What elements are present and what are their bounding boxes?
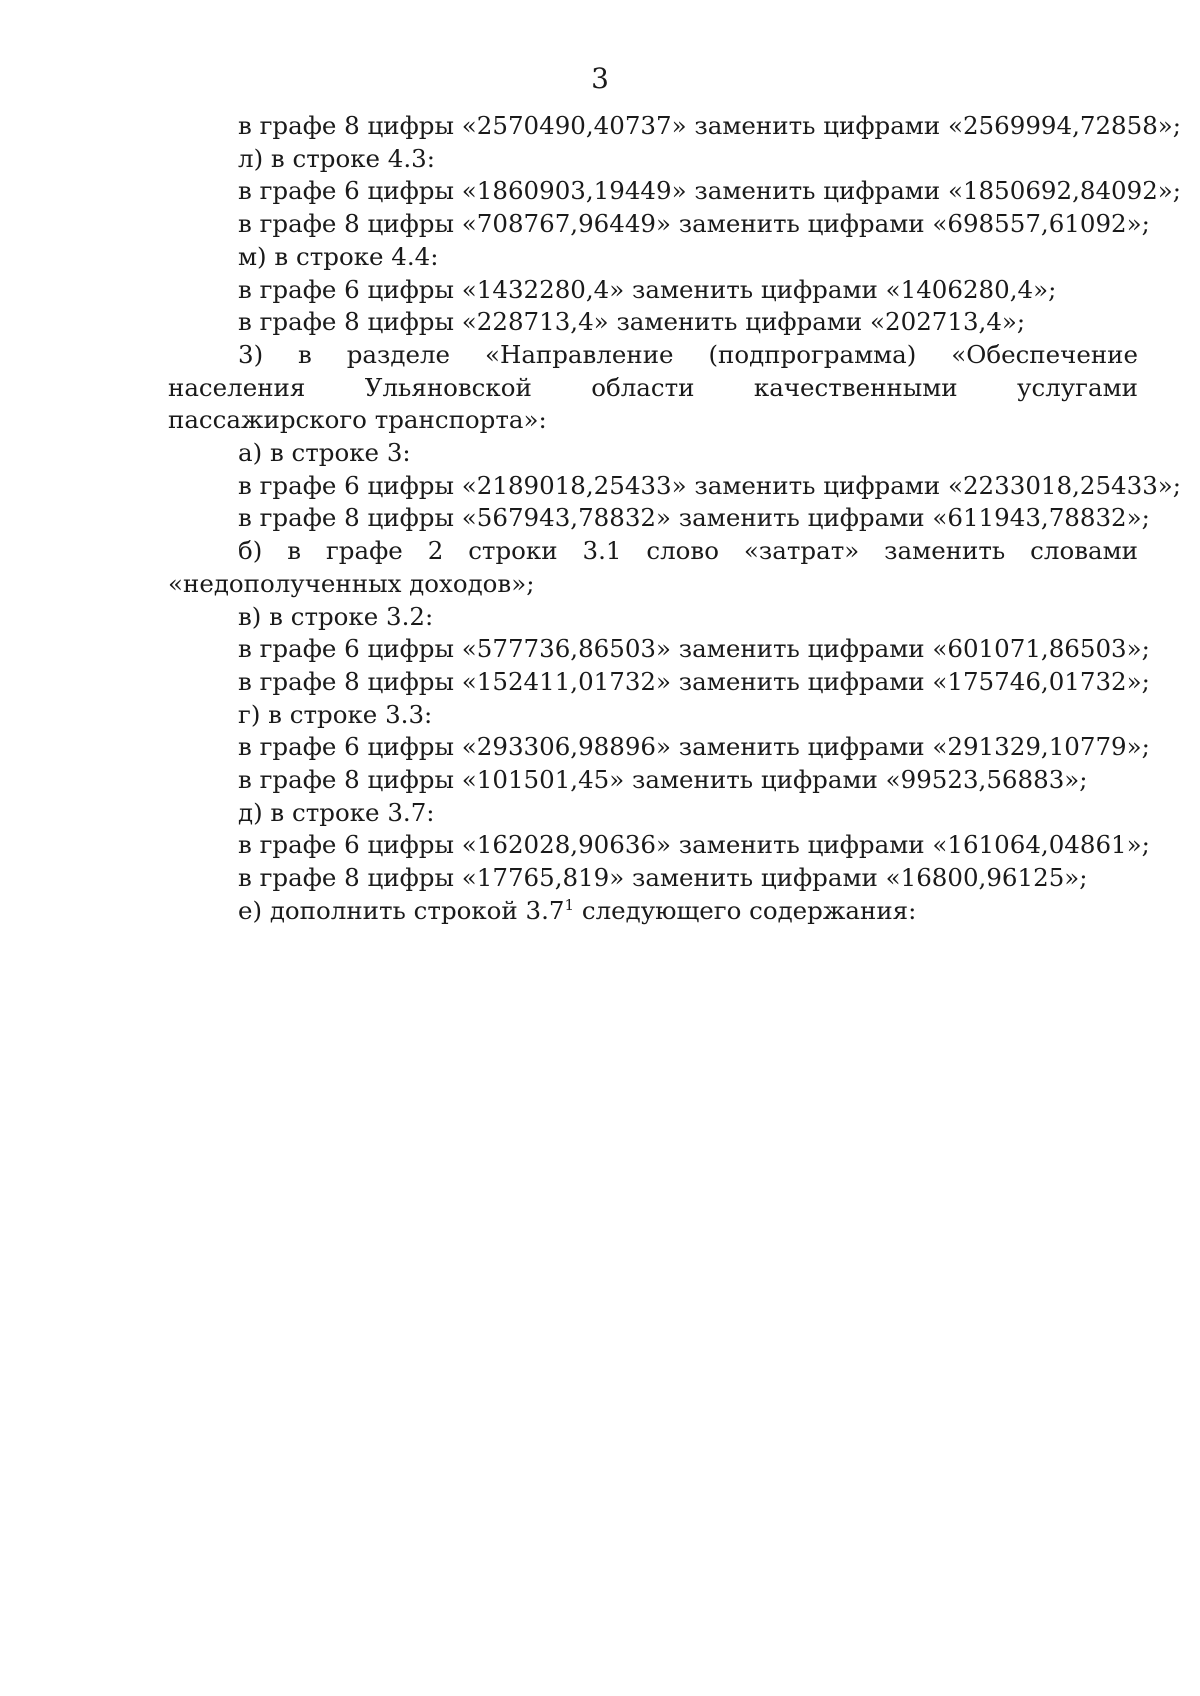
superscript-index: 1 — [564, 895, 575, 914]
text-line-19: д) в строке 3.7: — [238, 797, 435, 827]
text-line-14: в графе 6 цифры «577736,86503» заменить цифрами «601071,86503»; — [238, 634, 1150, 664]
text-line-2: л) в строке 4.3: — [238, 143, 436, 173]
text-line-11: в графе 8 цифры «567943,78832» заменить цифрами «611943,78832»; — [238, 503, 1150, 533]
text-line-21: в графе 8 цифры «17765,819» заменить цифрами «16800,96125»; — [238, 863, 1088, 893]
text-line-last — [168, 895, 1138, 928]
text-line-5: м) в строке 4.4: — [238, 241, 439, 271]
document-body — [168, 110, 1182, 928]
text-line-18: в графе 8 цифры «101501,45» заменить цифрами «99523,56883»; — [238, 765, 1088, 795]
text-line-13: в) в строке 3.2: — [238, 601, 434, 631]
last-line-start: е) дополнить строкой 3.7 — [238, 895, 565, 925]
text-line-15: в графе 8 цифры «152411,01732» заменить цифрами «175746,01732»; — [238, 666, 1150, 696]
last-line-end: следующего содержания: — [574, 895, 917, 925]
text-line-6: в графе 6 цифры «1432280,4» заменить цифрами «1406280,4»; — [238, 274, 1057, 304]
text-line-9: а) в строке 3: — [238, 438, 411, 468]
text-line-17: в графе 6 цифры «293306,98896» заменить цифрами «291329,10779»; — [238, 732, 1150, 762]
text-line-7: в графе 8 цифры «228713,4» заменить цифрами «202713,4»; — [238, 307, 1026, 337]
text-line-3: в графе 6 цифры «1860903,19449» заменить цифрами «1850692,84092»; — [238, 176, 1182, 206]
text-line-10: в графе 6 цифры «2189018,25433» заменить цифрами «2233018,25433»; — [238, 470, 1182, 500]
text-paragraph-section-3: 3) в разделе «Направление (подпрограмма) «Обеспечение населения Ульяновской области качественными услугами пассажирского транспорта»: — [168, 339, 1138, 435]
text-line-1: в графе 8 цифры «2570490,40737» заменить цифрами «2569994,72858»; — [238, 111, 1182, 140]
text-line-20: в графе 6 цифры «162028,90636» заменить цифрами «161064,04861»; — [238, 830, 1150, 860]
text-paragraph-b: б) в графе 2 строки 3.1 слово «затрат» заменить словами «недополученных доходов»; — [168, 536, 1138, 598]
text-line-4: в графе 8 цифры «708767,96449» заменить цифрами «698557,61092»; — [238, 209, 1150, 239]
page-number: 3 — [591, 62, 609, 95]
text-line-16: г) в строке 3.3: — [238, 699, 433, 729]
